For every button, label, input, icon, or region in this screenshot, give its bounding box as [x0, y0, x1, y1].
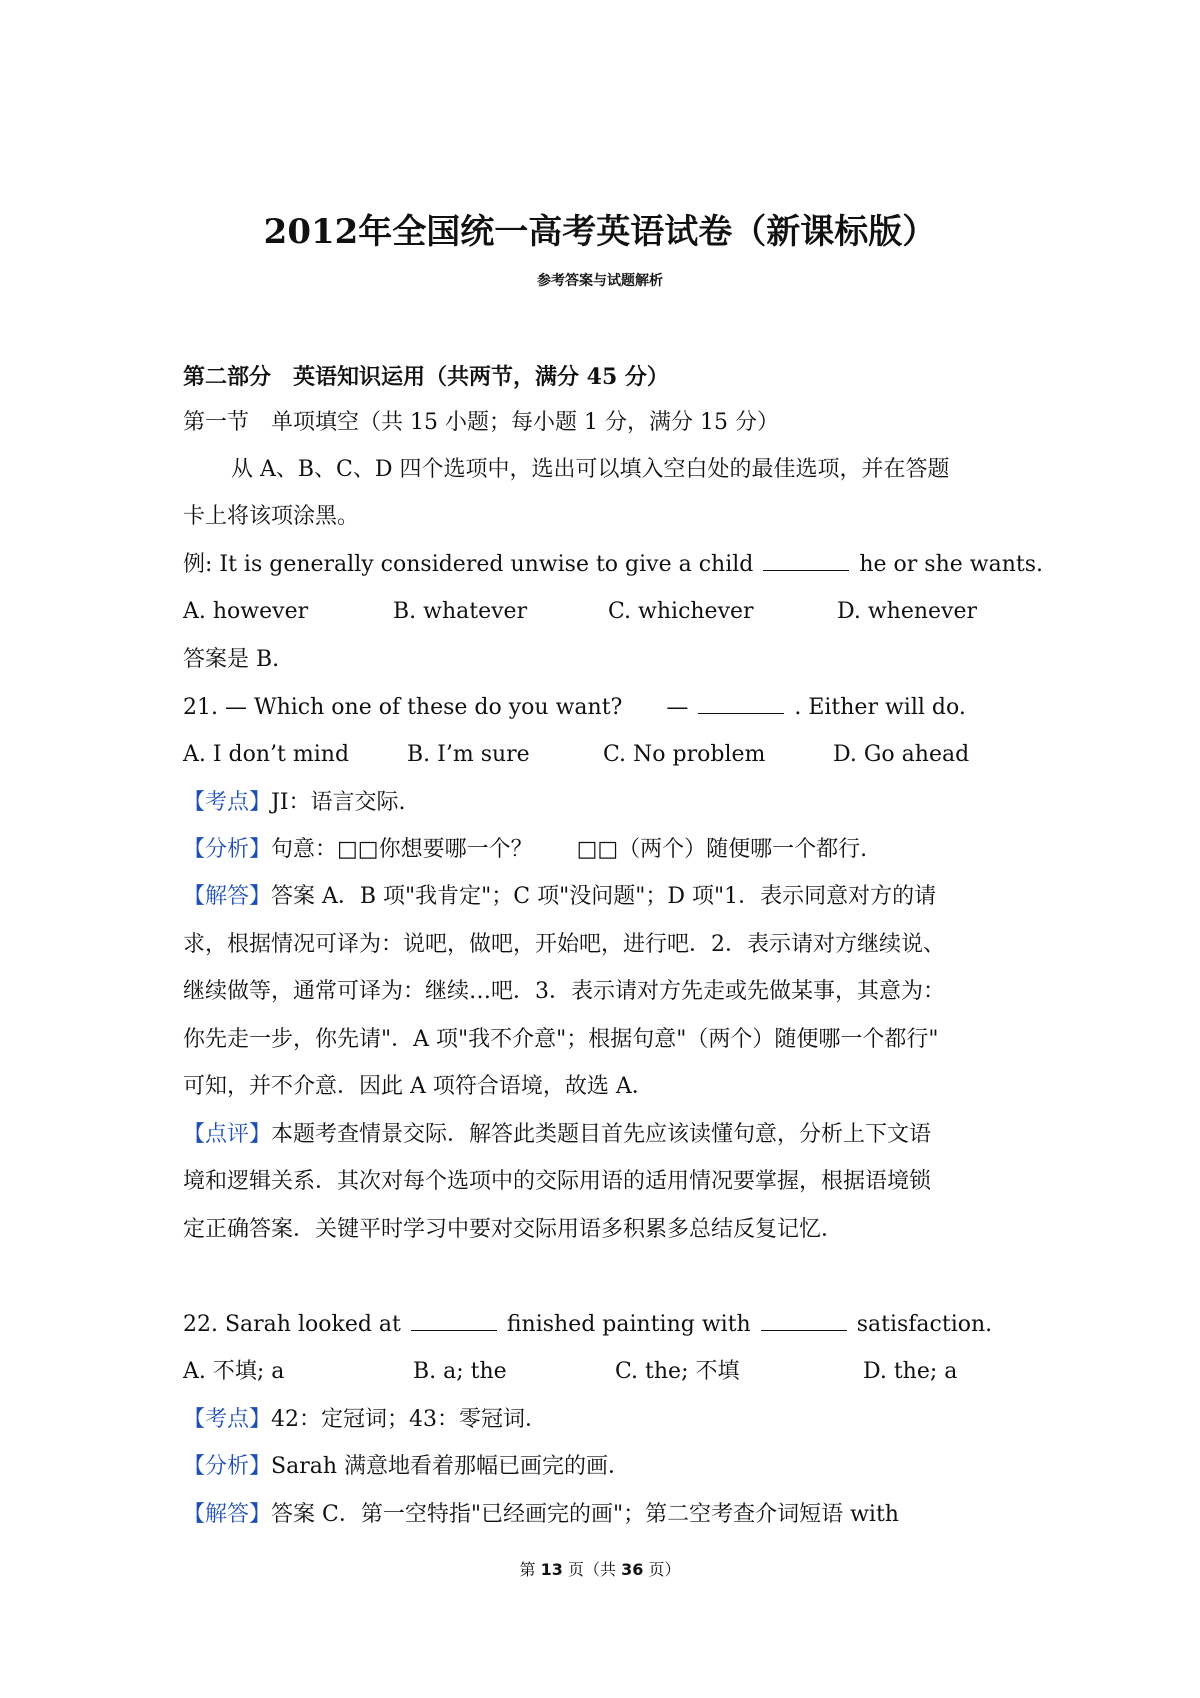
dianping-tag: 【点评】: [183, 1122, 272, 1147]
option-c: C. whichever: [608, 599, 754, 624]
part-heading: 第二部分 英语知识运用（共两节，满分 45 分）: [183, 364, 669, 390]
answer-blank: [763, 550, 849, 571]
jieda-tag: 【解答】: [183, 1502, 272, 1527]
document-subtitle: 参考答案与试题解析: [537, 273, 663, 289]
dianping-line: [183, 1120, 931, 1150]
section-heading: 第一节 单项填空（共 15 小题；每小题 1 分，满分 15 分）: [183, 410, 779, 435]
fenxi-line: [183, 835, 867, 865]
answer-blank: [761, 1310, 847, 1331]
example-stem-text: 例: It is generally considered unwise to give a child: [183, 552, 754, 577]
question-stem-text: finished painting with: [506, 1312, 751, 1337]
example-stem: [183, 550, 1043, 580]
footer-text: 页（共: [562, 1560, 622, 1579]
instruction-line: 从 A、B、C、D 四个选项中，选出可以填入空白处的最佳选项，并在答题: [231, 457, 950, 482]
example-answer: 答案是 B.: [183, 647, 280, 672]
fenxi-tag: 【分析】: [183, 837, 272, 862]
option-a: A. 不填; a: [183, 1359, 285, 1384]
kaodian-text: 42：定冠词；43：零冠词．: [271, 1407, 548, 1432]
jieda-tag: 【解答】: [183, 884, 272, 909]
jieda-line: [183, 1500, 899, 1530]
answer-blank: [698, 693, 784, 714]
jieda-line: [183, 882, 936, 912]
option-b: B. I’m sure: [407, 742, 530, 767]
footer-text: 页）: [643, 1560, 681, 1579]
jieda-line: 继续做等，通常可译为：继续…吧．3．表示请对方先走或先做某事，其意为：: [183, 979, 945, 1004]
option-a: A. however: [183, 599, 309, 624]
option-c: C. the; 不填: [615, 1359, 740, 1384]
kaodian-tag: 【考点】: [183, 790, 272, 815]
question-stem-text: 21. — Which one of these do you want? —: [183, 695, 689, 720]
kaodian-text: JI：语言交际.: [271, 790, 406, 815]
dianping-text: 本题考查情景交际．解答此类题目首先应该读懂句意，分析上下文语: [271, 1122, 932, 1147]
page-number: 13: [540, 1560, 563, 1579]
option-d: D. the; a: [863, 1359, 958, 1384]
option-d: D. whenever: [837, 599, 978, 624]
instruction-line: 卡上将该项涂黑。: [183, 504, 360, 529]
dianping-line: 境和逻辑关系．其次对每个选项中的交际用语的适用情况要掌握，根据语境锁: [183, 1169, 932, 1194]
question-21-options: [183, 740, 1025, 770]
option-b: B. a; the: [413, 1359, 507, 1384]
option-a: A. I don’t mind: [183, 742, 350, 767]
question-stem-text: 22. Sarah looked at: [183, 1312, 401, 1337]
footer-text: 第: [519, 1560, 541, 1579]
question-21-stem: [183, 693, 966, 723]
kaodian-line: [183, 1405, 547, 1435]
question-22-stem: [183, 1310, 992, 1340]
jieda-text: 答案 C．第一空特指"已经画完的画"；第二空考查介词短语 with: [271, 1502, 899, 1527]
kaodian-line: [183, 788, 406, 818]
question-stem-text: . Either will do.: [794, 695, 966, 720]
page-footer: [0, 1557, 1200, 1580]
example-stem-text: he or she wants.: [859, 552, 1044, 577]
kaodian-tag: 【考点】: [183, 1407, 272, 1432]
fenxi-text: Sarah 满意地看着那幅已画完的画．: [271, 1454, 630, 1479]
jieda-line: 求，根据情况可译为：说吧，做吧，开始吧，进行吧．2．表示请对方继续说、: [183, 932, 945, 957]
dianping-line: 定正确答案．关键平时学习中要对交际用语多积累多总结反复记忆．: [183, 1217, 844, 1242]
fenxi-line: [183, 1452, 630, 1482]
option-d: D. Go ahead: [833, 742, 970, 767]
jieda-text: 答案 A．B 项"我肯定"；C 项"没问题"；D 项"1．表示同意对方的请: [271, 884, 937, 909]
jieda-line: 可知，并不介意．因此 A 项符合语境，故选 A．: [183, 1074, 654, 1099]
fenxi-tag: 【分析】: [183, 1454, 272, 1479]
question-22-options: [183, 1357, 1025, 1387]
document-title: 2012年全国统一高考英语试卷（新课标版）: [263, 212, 937, 252]
fenxi-text: 句意：□□你想要哪一个？ □□（两个）随便哪一个都行.: [271, 837, 868, 862]
jieda-line: 你先走一步，你先请"．A 项"我不介意"；根据句意"（两个）随便哪一个都行": [183, 1027, 939, 1052]
option-b: B. whatever: [393, 599, 528, 624]
example-options: [183, 597, 1025, 627]
answer-blank: [411, 1310, 497, 1331]
question-stem-text: satisfaction.: [856, 1312, 993, 1337]
option-c: C. No problem: [603, 742, 766, 767]
page-total: 36: [621, 1560, 644, 1579]
